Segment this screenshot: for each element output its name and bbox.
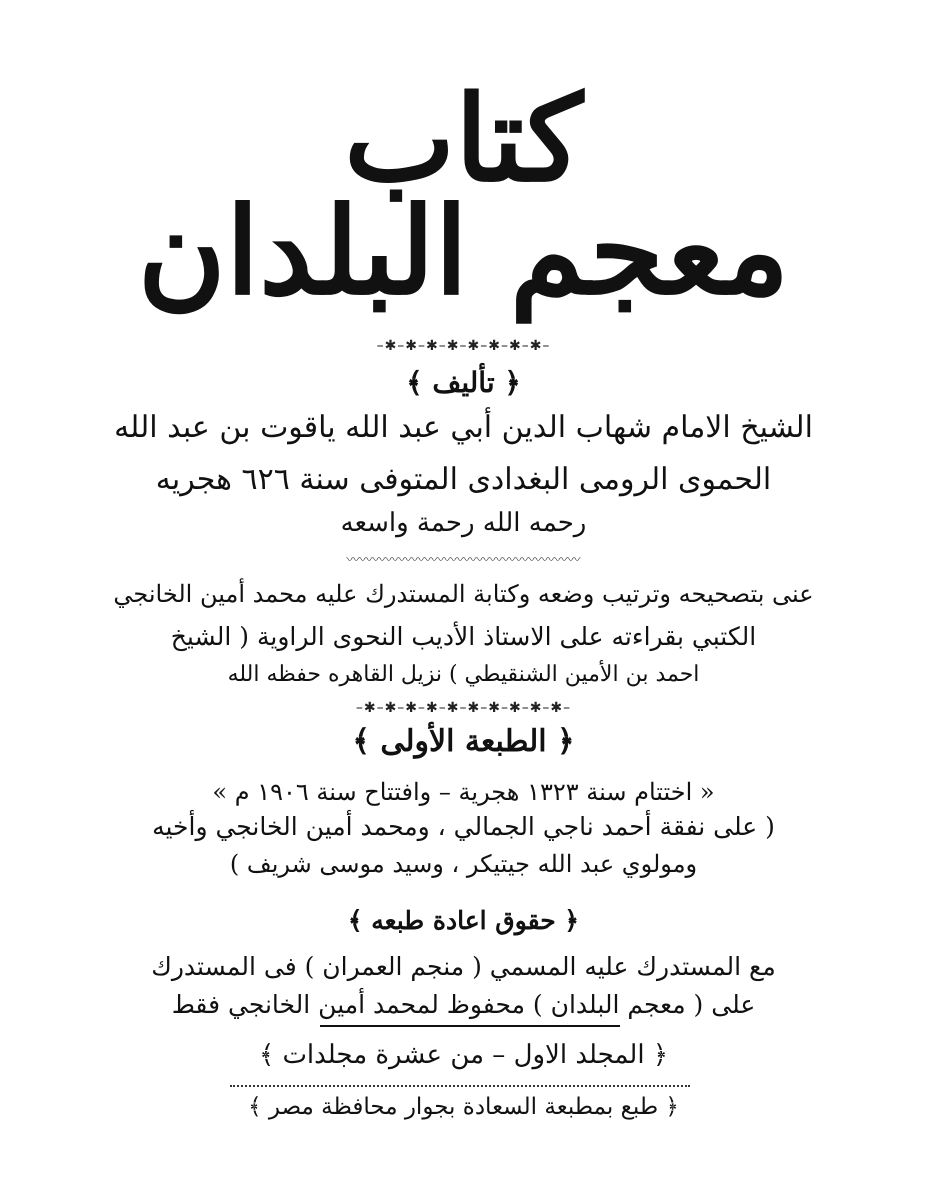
author-heading: ﴿ تأليف ﴾ — [406, 366, 521, 399]
book-word-title: كتاب — [344, 69, 583, 208]
rights-label: ﴿ حقوق اعادة طبعه ﴾ — [347, 906, 580, 935]
editor-line-3: احمد بن الأمين الشنقيطي ) نزيل القاهره حفظه الله — [227, 662, 700, 687]
dotted-rule — [230, 1085, 690, 1087]
edition-line-2: ( على نفقة أحمد ناجي الجمالي ، ومحمد أمين الخانجي وأخيه — [152, 812, 775, 841]
edition-label: ﴿ الطبعة الأولى ﴾ — [352, 724, 575, 759]
editor-line-1: عنى بتصحيحه وترتيب وضعه وكتابة المستدرك عليه محمد أمين الخانجي — [113, 580, 814, 608]
horizontal-rule — [320, 1025, 620, 1027]
rights-line-2: على ( معجم البلدان ) محفوظ لمحمد أمين الخانجي فقط — [171, 990, 756, 1019]
edition-line-1: « اختتام سنة ١٣٢٣ هجرية – وافتتاح سنة ١٩٠٦ م » — [212, 778, 715, 806]
editor-line-2: الكتبي بقراءته على الاستاذ الأديب النحوى الراوية ( الشيخ — [170, 622, 757, 651]
book-title: معجم البلدان — [137, 181, 790, 322]
author-line-1: الشيخ الامام شهاب الدين أبي عبد الله ياقوت بن عبد الله — [114, 410, 813, 445]
author-line-3: رحمه الله رحمة واسعه — [340, 508, 587, 538]
ornament-divider-mid: –✱–✱–✱–✱–✱–✱–✱–✱–✱–✱– — [355, 700, 572, 716]
volume-label: ﴿ المجلد الاول – من عشرة مجلدات ﴾ — [258, 1040, 669, 1070]
edition-line-3: ومولوي عبد الله جيتيكر ، وسيد موسى شريف ) — [229, 850, 698, 878]
press-line: ﴿ طبع بمطبعة السعادة بجوار محافظة مصر ﴾ — [248, 1094, 679, 1120]
rights-line-1: مع المستدرك عليه المسمي ( منجم العمران ) فى المستدرك — [151, 952, 776, 981]
ornament-divider-top: –✱–✱–✱–✱–✱–✱–✱–✱– — [376, 338, 551, 354]
ornament-wave-divider: 〰〰〰〰〰〰〰〰〰〰〰〰〰〰〰〰〰〰 — [346, 553, 581, 568]
author-line-2: الحموى الرومى البغدادى المتوفى سنة ٦٢٦ هجريه — [155, 462, 772, 497]
